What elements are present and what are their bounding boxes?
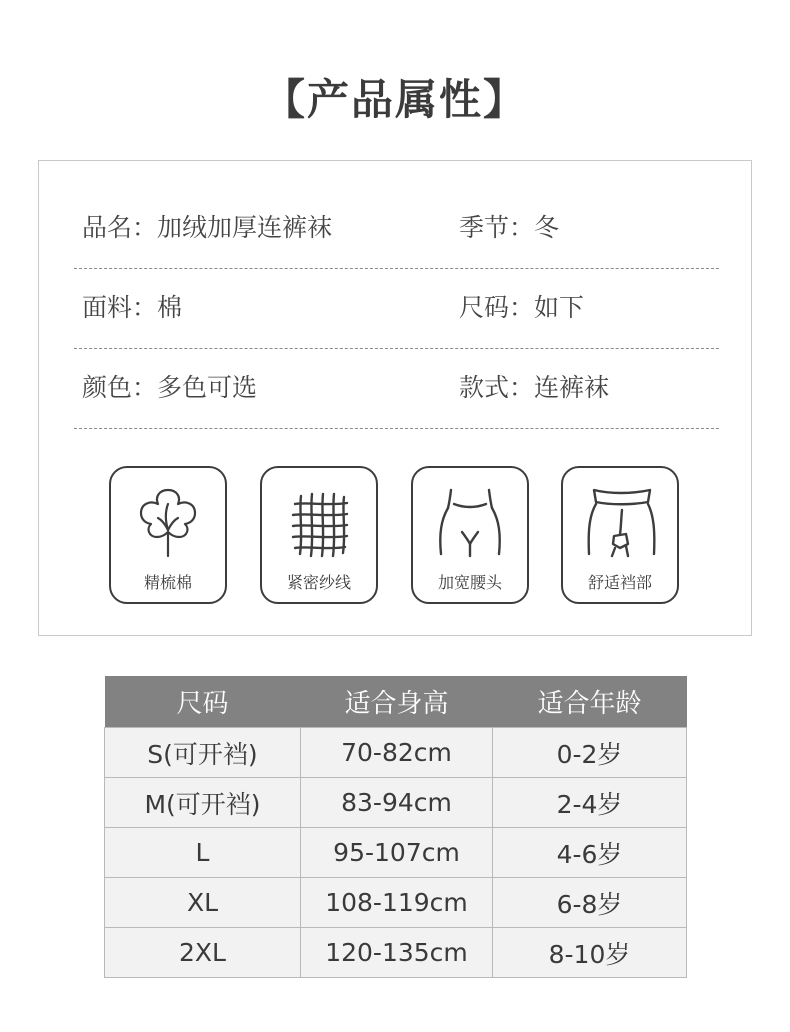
column-header-size: 尺码 [105,676,301,728]
table-row [105,878,687,928]
attribute-style: 款式：连裤袜 [459,373,610,402]
age-cell: 8-10岁 [493,928,687,978]
height-cell: 108-119cm [301,878,493,928]
page-title: 【产品属性】 [262,75,527,124]
size-cell: S(可开裆) [105,728,301,778]
attribute-fabric: 面料：棉 [82,293,183,322]
size-table [104,676,687,978]
attributes-panel [38,160,752,636]
age-cell: 2-4岁 [493,778,687,828]
attribute-product-name: 品名：加绒加厚连裤袜 [82,213,333,242]
attribute-season: 季节：冬 [459,213,560,242]
feature-label: 精梳棉 [143,573,192,592]
height-cell: 120-135cm [301,928,493,978]
table-row [105,728,687,778]
cotton-flower-icon [130,482,206,562]
height-cell: 95-107cm [301,828,493,878]
feature-card-crotch [561,466,679,604]
size-cell: M(可开裆) [105,778,301,828]
table-row [105,928,687,978]
attribute-color: 颜色：多色可选 [82,373,258,402]
feature-card-waistband [411,466,529,604]
feature-card-yarn [260,466,378,604]
crotch-icon [582,482,658,562]
column-header-height: 适合身高 [301,676,493,728]
table-row [105,778,687,828]
attribute-row [74,188,719,269]
height-cell: 83-94cm [301,778,493,828]
size-cell: XL [105,878,301,928]
attribute-size: 尺码：如下 [459,293,585,322]
size-cell: 2XL [105,928,301,978]
yarn-mesh-icon [281,482,357,562]
feature-label: 加宽腰头 [437,573,502,592]
attribute-row [74,268,719,349]
feature-card-cotton [109,466,227,604]
feature-label: 紧密纱线 [286,573,351,592]
wide-waistband-icon [432,482,508,562]
column-header-age: 适合年龄 [493,676,687,728]
table-header-row [105,676,687,728]
age-cell: 4-6岁 [493,828,687,878]
table-row [105,828,687,878]
feature-label: 舒适裆部 [587,573,652,592]
size-cell: L [105,828,301,878]
attribute-row [74,348,719,429]
height-cell: 70-82cm [301,728,493,778]
age-cell: 0-2岁 [493,728,687,778]
age-cell: 6-8岁 [493,878,687,928]
